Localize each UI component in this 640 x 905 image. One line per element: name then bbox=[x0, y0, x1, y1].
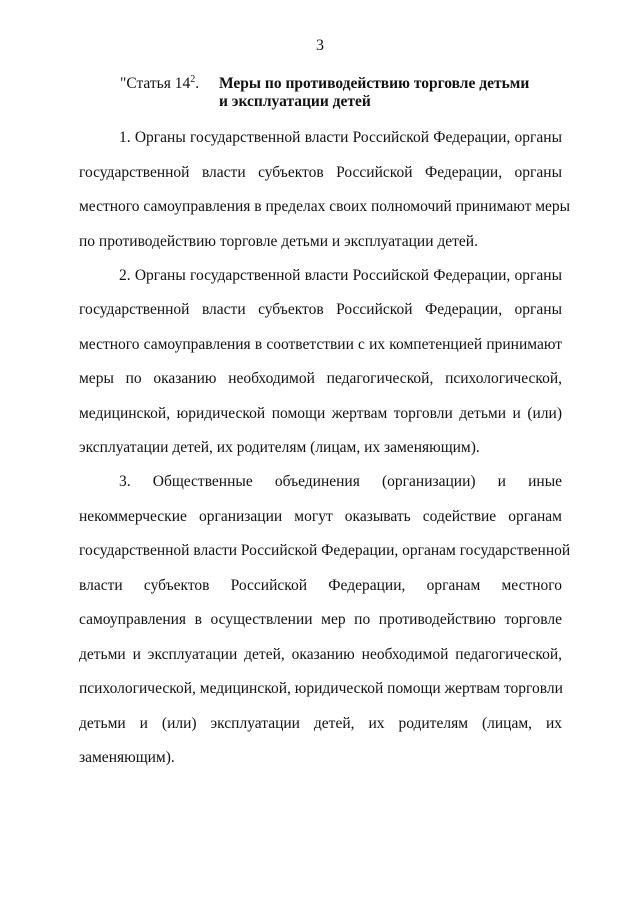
paragraph-3-line: государственной власти Российской Федерации, органам государственной bbox=[79, 542, 571, 559]
paragraph-2-line: меры по оказанию необходимой педагогической, психологической, bbox=[79, 370, 562, 387]
paragraph-1-line: государственной власти субъектов Российской Федерации, органы bbox=[79, 164, 562, 181]
paragraph-3-line: детьми и эксплуатации детей, оказанию необходимой педагогической, bbox=[79, 646, 562, 663]
paragraph-3-line: некоммерческие организации могут оказывать содействие органам bbox=[79, 508, 562, 525]
paragraph-3-line: 3. Общественные объединения (организации) и иные bbox=[119, 473, 562, 490]
paragraph-2-line: эксплуатации детей, их родителям (лицам, их заменяющим). bbox=[79, 439, 480, 456]
article-label-end: . bbox=[195, 75, 200, 92]
paragraph-3-line: заменяющим). bbox=[79, 749, 175, 766]
article-label bbox=[120, 75, 199, 93]
paragraph-1-line: местного самоуправления в пределах своих полномочий принимают меры bbox=[79, 198, 571, 215]
paragraph-2-line: государственной власти субъектов Российской Федерации, органы bbox=[79, 301, 562, 318]
paragraph-1-line: 1. Органы государственной власти Российской Федерации, органы bbox=[119, 129, 562, 146]
paragraph-2-line: местного самоуправления в соответствии с их компетенцией принимают bbox=[79, 336, 562, 353]
article-title bbox=[219, 75, 529, 111]
article-title-line-2: и эксплуатации детей bbox=[219, 93, 371, 110]
paragraph-2-line: медицинской, юридической помощи жертвам торговли детьми и (или) bbox=[79, 405, 562, 422]
paragraph-3-line: самоуправления в осуществлении мер по противодействию торговле bbox=[79, 611, 562, 628]
paragraph-2-line: 2. Органы государственной власти Российской Федерации, органы bbox=[119, 267, 562, 284]
article-label-text: "Статья 14 bbox=[120, 75, 191, 92]
paragraph-1-line: по противодействию торговле детьми и эксплуатации детей. bbox=[79, 233, 478, 250]
article-title-line-1: Меры по противодействию торговле детьми bbox=[219, 75, 530, 92]
paragraph-3-line: власти субъектов Российской Федерации, органам местного bbox=[79, 577, 562, 594]
paragraph-3-line: психологической, медицинской, юридической помощи жертвам торговли bbox=[79, 680, 563, 697]
page-number: 3 bbox=[316, 37, 324, 54]
paragraph-3-line: детьми и (или) эксплуатации детей, их родителям (лицам, их bbox=[79, 715, 562, 732]
article-label-superscript: 2 bbox=[190, 73, 196, 85]
